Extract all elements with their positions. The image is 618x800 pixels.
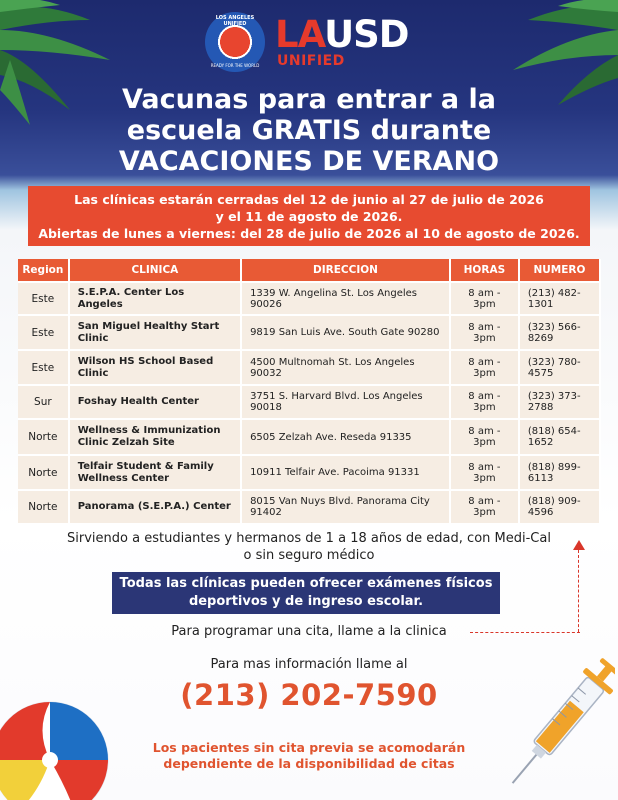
column-header-phone: NUMERO (519, 259, 600, 282)
cell-phone: (323) 373-2788 (519, 385, 600, 419)
cell-hours: 8 am - 3pm (450, 282, 519, 315)
cell-region: Norte (18, 490, 69, 523)
more-info-text: Para mas información llame al (210, 657, 408, 672)
table-row (18, 419, 600, 455)
cell-clinic: Wellness & Immunization Clinic Zelzah Site (69, 419, 241, 455)
cell-phone: (323) 780-4575 (519, 350, 600, 385)
brand-subtitle: UNIFIED (277, 53, 345, 69)
main-phone-number: (213) 202-7590 (180, 678, 438, 712)
cell-phone: (213) 482-1301 (519, 282, 600, 315)
cell-region: Norte (18, 419, 69, 455)
cell-region: Norte (18, 455, 69, 490)
cell-clinic: Wilson HS School Based Clinic (69, 350, 241, 385)
cell-hours: 8 am - 3pm (450, 315, 519, 350)
cell-region: Este (18, 350, 69, 385)
table-row (18, 315, 600, 350)
cell-phone: (323) 566-8269 (519, 315, 600, 350)
column-header-hours: HORAS (450, 259, 519, 282)
cell-clinic: San Miguel Healthy Start Clinic (69, 315, 241, 350)
table-row (18, 385, 600, 419)
cell-hours: 8 am - 3pm (450, 419, 519, 455)
walkin-notice: Los pacientes sin cita previa se acomodarán dependiente de la disponibilidad de citas (152, 740, 466, 771)
cell-hours: 8 am - 3pm (450, 385, 519, 419)
beach-ball-icon (0, 690, 120, 800)
syringe-icon (505, 650, 615, 800)
table-row (18, 350, 600, 385)
cell-address: 8015 Van Nuys Blvd. Panorama City 91402 (241, 490, 450, 523)
appointment-text: Para programar una cita, llame a la clinica (171, 624, 447, 639)
arrow-up-icon (573, 540, 585, 550)
table-row (18, 455, 600, 490)
cell-address: 9819 San Luis Ave. South Gate 90280 (241, 315, 450, 350)
cell-hours: 8 am - 3pm (450, 455, 519, 490)
column-header-address: DIRECCION (241, 259, 450, 282)
table-header-row (18, 259, 600, 282)
column-header-region: Region (18, 259, 69, 282)
lausd-logo (205, 12, 435, 74)
column-header-clinic: CLINICA (69, 259, 241, 282)
cell-clinic: Telfair Student & Family Wellness Center (69, 455, 241, 490)
physicals-notice-box: Todas las clínicas pueden ofrecer exámenes físicos deportivos y de ingreso escolar. (112, 572, 500, 614)
cell-clinic: S.E.P.A. Center Los Angeles (69, 282, 241, 315)
lausd-seal-icon: LOS ANGELES UNIFIED READY FOR THE WORLD (205, 12, 265, 72)
cell-address: 1339 W. Angelina St. Los Angeles 90026 (241, 282, 450, 315)
cell-hours: 8 am - 3pm (450, 350, 519, 385)
cell-address: 4500 Multnomah St. Los Angeles 90032 (241, 350, 450, 385)
cell-region: Sur (18, 385, 69, 419)
cell-address: 3751 S. Harvard Blvd. Los Angeles 90018 (241, 385, 450, 419)
eligibility-text: Sirviendo a estudiantes y hermanos de 1 a 18 años de edad, con Medi-Cal o sin seguro médico (67, 531, 551, 563)
cell-region: Este (18, 282, 69, 315)
cell-phone: (818) 654-1652 (519, 419, 600, 455)
cell-region: Este (18, 315, 69, 350)
page-title: Vacunas para entrar a la escuela GRATIS durante VACACIONES DE VERANO (118, 84, 500, 177)
cell-address: 10911 Telfair Ave. Pacoima 91331 (241, 455, 450, 490)
cell-phone: (818) 899-6113 (519, 455, 600, 490)
cell-hours: 8 am - 3pm (450, 490, 519, 523)
table-row (18, 490, 600, 523)
brand-wordmark: LAUSD (275, 13, 409, 56)
closure-notice-banner: Las clínicas estarán cerradas del 12 de junio al 27 de julio de 2026 y el 11 de agosto de 2026. Abiertas de lunes a viernes: del 28 de julio de 2026 al 10 de agosto de 2026. (28, 186, 590, 246)
cell-address: 6505 Zelzah Ave. Reseda 91335 (241, 419, 450, 455)
cell-clinic: Panorama (S.E.P.A.) Center (69, 490, 241, 523)
dashed-connector (578, 550, 579, 632)
table-row (18, 282, 600, 315)
clinic-table (18, 259, 601, 523)
cell-clinic: Foshay Health Center (69, 385, 241, 419)
cell-phone: (818) 909-4596 (519, 490, 600, 523)
